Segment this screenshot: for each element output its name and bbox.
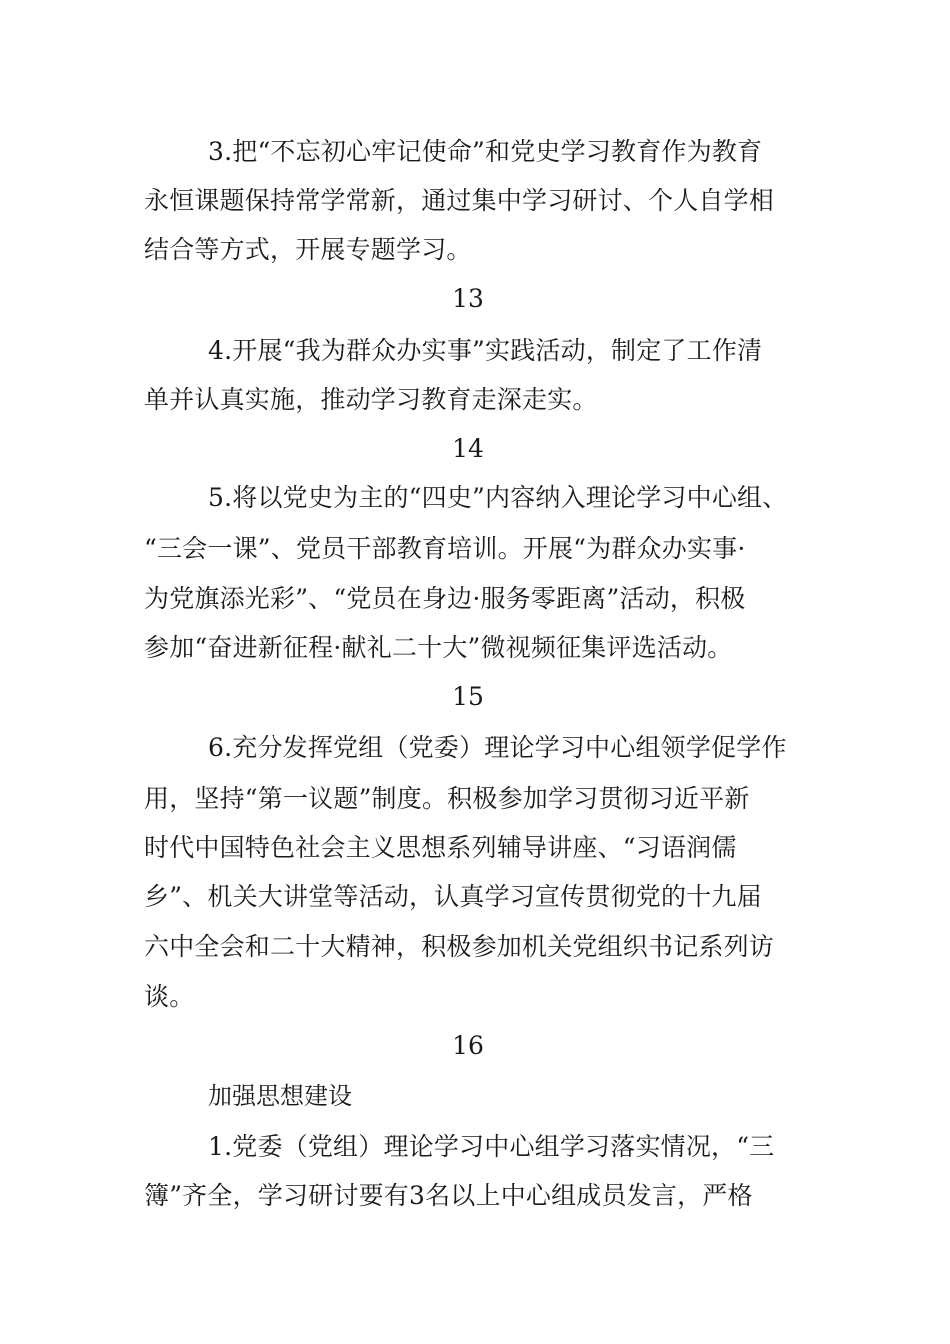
page-number-16: 16 xyxy=(452,1031,484,1060)
paragraph-5-line-1: 5.将以党史为主的“四史”内容纳入理论学习中心组、 xyxy=(208,483,788,512)
paragraph-5-line-4: 参加“奋进新征程·献礼二十大”微视频征集评选活动。 xyxy=(144,633,733,662)
paragraph-6-line-6: 谈。 xyxy=(144,982,195,1011)
page-number-13: 13 xyxy=(452,284,484,313)
paragraph-3-line-1: 3.把“不忘初心牢记使命”和党史学习教育作为教育 xyxy=(208,137,763,166)
paragraph-6-line-4: 乡”、机关大讲堂等活动，认真学习宣传贯彻党的十九届 xyxy=(144,882,762,911)
paragraph-6-line-5: 六中全会和二十大精神，积极参加机关党组织书记系列访 xyxy=(144,932,775,961)
paragraph-3-line-3: 结合等方式，开展专题学习。 xyxy=(144,235,472,264)
page-number-15: 15 xyxy=(452,682,484,711)
paragraph-6-line-2: 用，坚持“第一议题”制度。积极参加学习贯彻习近平新 xyxy=(144,784,750,813)
paragraph-4-line-2: 单并认真实施，推动学习教育走深走实。 xyxy=(144,385,598,414)
section-paragraph-1-line-1: 1.党委（党组）理论学习中心组学习落实情况，“三 xyxy=(208,1132,775,1161)
paragraph-6-line-3: 时代中国特色社会主义思想系列辅导讲座、“习语润儒 xyxy=(144,833,737,862)
paragraph-3-line-2: 永恒课题保持常学常新，通过集中学习研讨、个人自学相 xyxy=(144,186,775,215)
paragraph-5-line-2: “三会一课”、党员干部教育培训。开展“为群众办实事· xyxy=(144,534,746,563)
paragraph-4-line-1: 4.开展“我为群众办实事”实践活动，制定了工作清 xyxy=(208,336,763,365)
page-number-14: 14 xyxy=(452,434,484,463)
section-heading: 加强思想建设 xyxy=(208,1082,352,1110)
section-paragraph-1-line-2: 簿”齐全，学习研讨要有3名以上中心组成员发言，严格 xyxy=(144,1181,753,1210)
paragraph-6-line-1: 6.充分发挥党组（党委）理论学习中心组领学促学作 xyxy=(208,733,787,762)
paragraph-5-line-3: 为党旗添光彩”、“党员在身边·服务零距离”活动，积极 xyxy=(144,584,746,613)
